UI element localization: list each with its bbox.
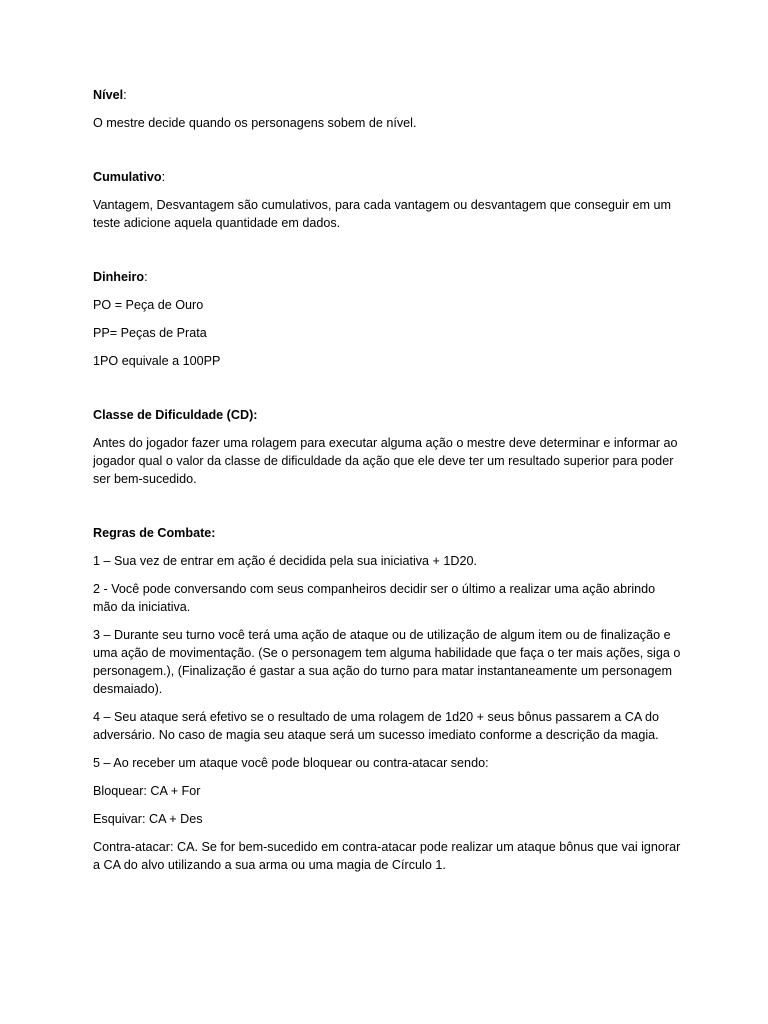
- paragraph: O mestre decide quando os personagens sobem de nível.: [93, 116, 417, 130]
- section-dinheiro: [93, 268, 683, 370]
- spacer: [93, 380, 683, 406]
- heading-colon: :: [161, 170, 166, 184]
- rule-paragraph: Esquivar: CA + Des: [93, 812, 203, 826]
- section-heading: [93, 406, 683, 424]
- spacer: [93, 142, 683, 168]
- spacer: [93, 498, 683, 524]
- paragraph: Antes do jogador fazer uma rolagem para executar alguma ação o mestre deve determinar e informar ao jogador qual o valor da classe de dificuldade da ação que ele deve ter um resultado superior para poder ser bem-sucedido.: [93, 436, 678, 486]
- paragraph: PO = Peça de Ouro: [93, 298, 204, 312]
- rule-paragraph: 2 - Você pode conversando com seus companheiros decidir ser o último a realizar uma ação abrindo mão da iniciativa.: [93, 582, 656, 614]
- paragraph: 1PO equivale a 100PP: [93, 354, 221, 368]
- document-page: [93, 86, 683, 884]
- paragraph: Vantagem, Desvantagem são cumulativos, para cada vantagem ou desvantagem que conseguir em um teste adicione aquela quantidade em dados.: [93, 198, 672, 230]
- paragraph: PP= Peças de Prata: [93, 326, 207, 340]
- rule-paragraph: 1 – Sua vez de entrar em ação é decidida pela sua iniciativa + 1D20.: [93, 554, 477, 568]
- section-heading: [93, 168, 683, 186]
- section-nivel: [93, 86, 683, 132]
- heading-text: Cumulativo: [93, 170, 162, 184]
- heading-text: Regras de Combate:: [93, 526, 216, 540]
- heading-colon: :: [144, 270, 148, 284]
- rule-paragraph: 5 – Ao receber um ataque você pode bloquear ou contra-atacar sendo:: [93, 756, 489, 770]
- section-heading: [93, 268, 683, 286]
- rule-paragraph: Contra-atacar: CA. Se for bem-sucedido em contra-atacar pode realizar um ataque bônus que vai ignorar a CA do alvo utilizando a sua arma ou uma magia de Círculo 1.: [93, 840, 681, 872]
- heading-text: Nível: [93, 88, 124, 102]
- heading-text: Classe de Dificuldade (CD):: [93, 408, 258, 422]
- spacer: [93, 242, 683, 268]
- rule-paragraph: Bloquear: CA + For: [93, 784, 201, 798]
- section-classe-de-dificuldade: [93, 406, 683, 488]
- section-heading: [93, 86, 683, 104]
- heading-colon: :: [123, 88, 127, 102]
- section-regras-de-combate: [93, 524, 683, 874]
- heading-text: Dinheiro: [93, 270, 145, 284]
- section-heading: [93, 524, 683, 542]
- rule-paragraph: 3 – Durante seu turno você terá uma ação de ataque ou de utilização de algum item ou de finalização e uma ação de movimentação. (Se o personagem tem alguma habilidade que faça o ter mais ações, siga o personagem.), (Finalização é gastar a sua ação do turno para matar instantaneamente um personagem desmaiado).: [93, 628, 681, 696]
- rule-paragraph: 4 – Seu ataque será efetivo se o resultado de uma rolagem de 1d20 + seus bônus passarem a CA do adversário. No caso de magia seu ataque será um sucesso imediato conforme a descrição da magia.: [93, 710, 660, 742]
- section-cumulativo: [93, 168, 683, 232]
